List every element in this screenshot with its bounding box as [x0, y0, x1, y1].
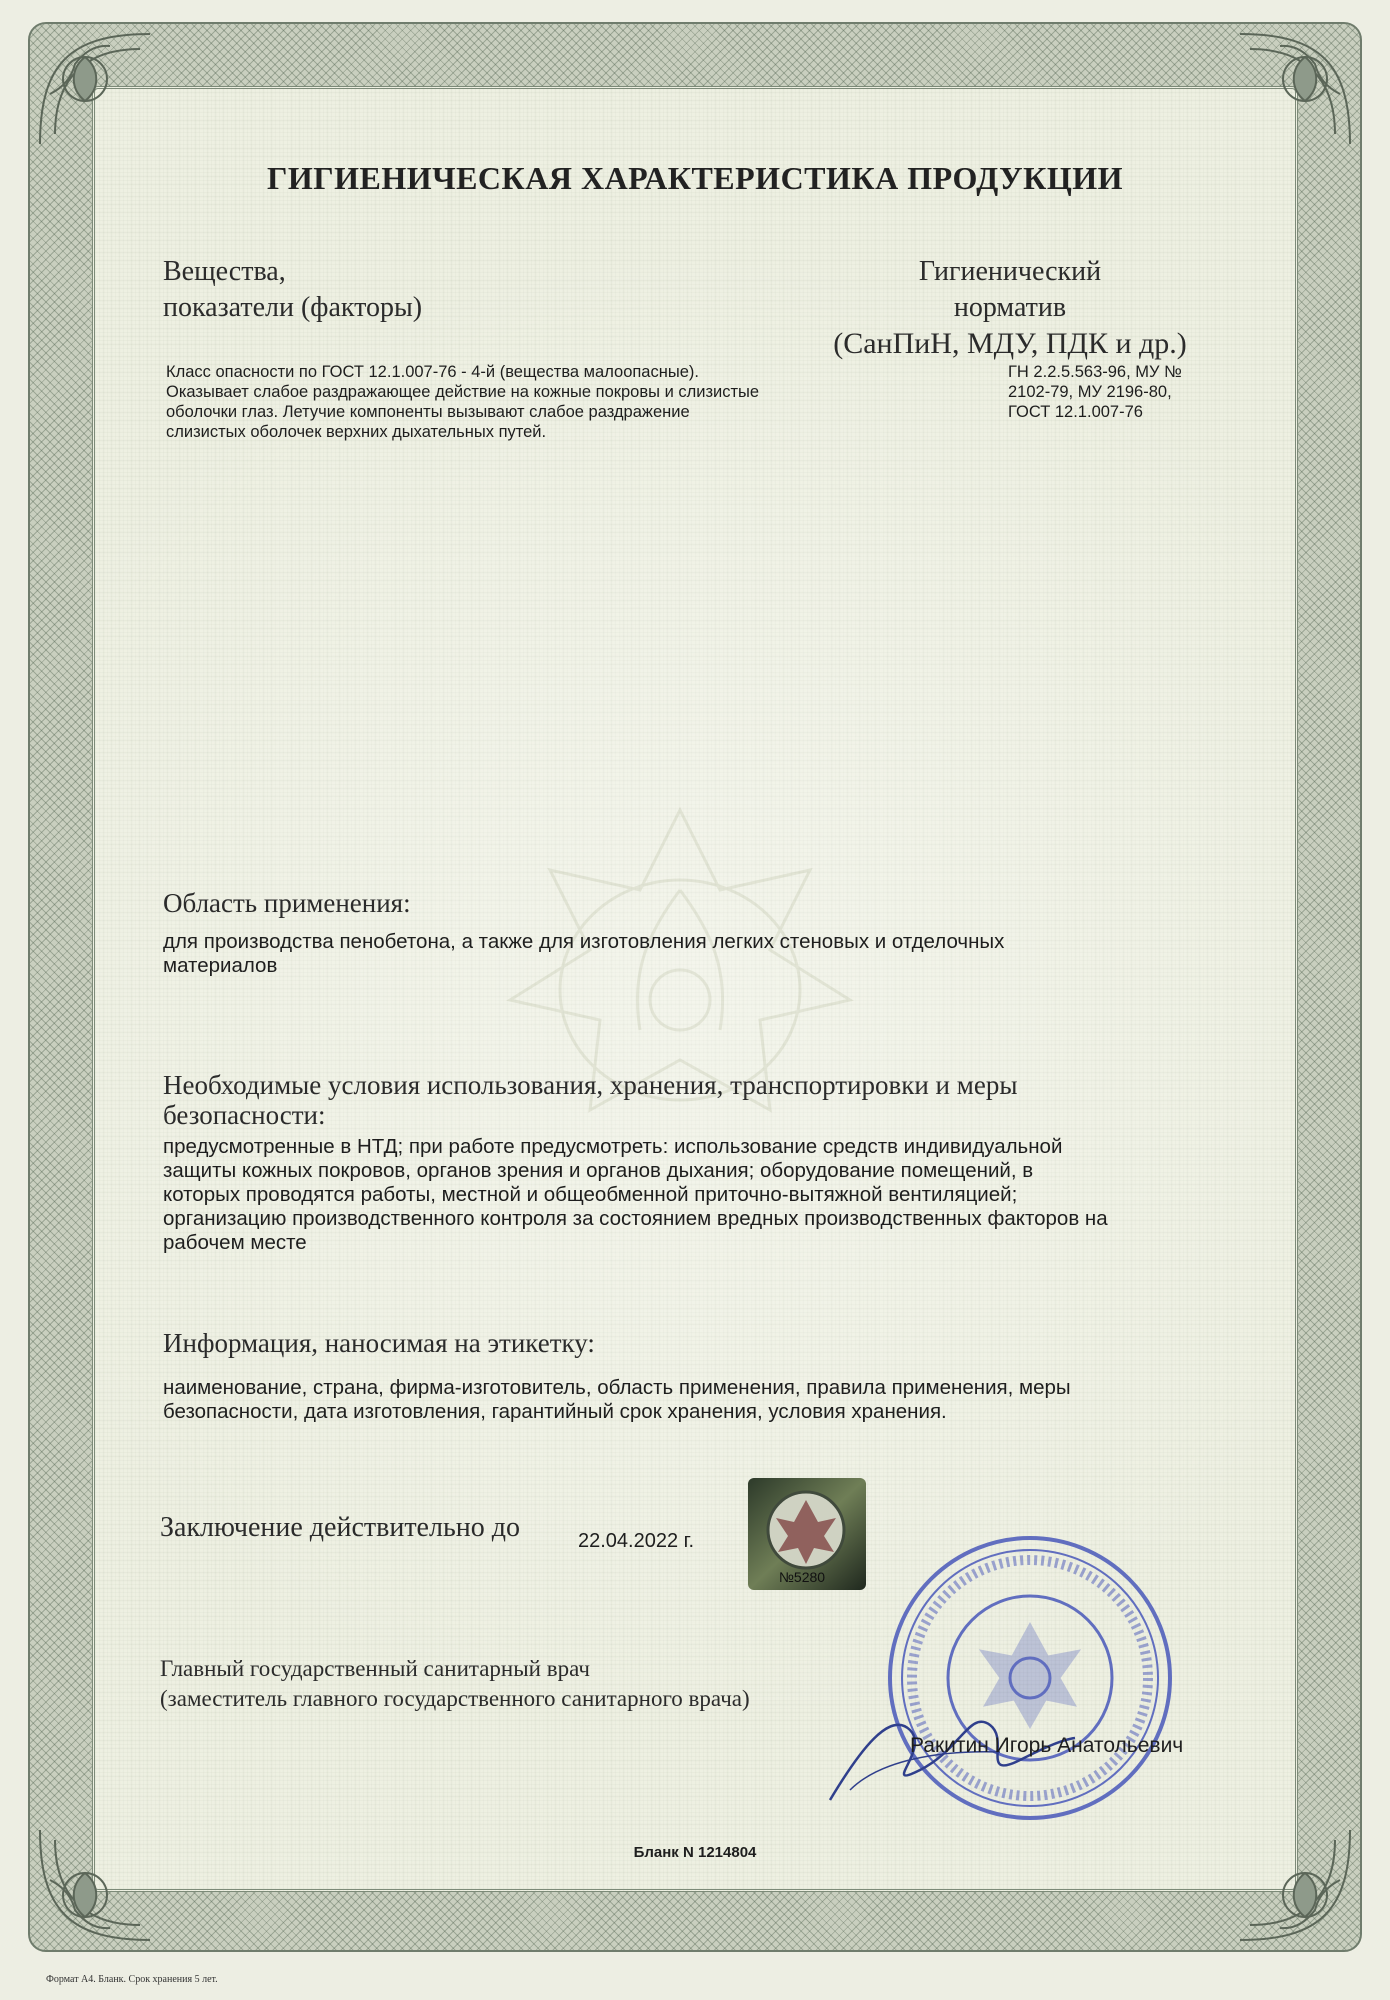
- corner-ornament-icon: [1230, 24, 1360, 154]
- norm-text: ГН 2.2.5.563-96, МУ № 2102-79, МУ 2196-80, ГОСТ 12.1.007-76: [1008, 363, 1182, 421]
- chief-doctor-title: Главный государственный санитарный врач (заместитель главного государственного санитарного врача): [160, 1656, 750, 1711]
- substances-header: Вещества, показатели (факторы): [163, 256, 423, 323]
- blank-number: Бланк N 1214804: [633, 1844, 757, 1861]
- validity-date: 22.04.2022 г.: [578, 1530, 695, 1552]
- conditions-heading: Необходимые условия использования, хранения, транспортировки и меры безопасности:: [163, 1070, 1018, 1130]
- norm-header: Гигиенический норматив (СанПиН, МДУ, ПДК и др.): [833, 256, 1187, 360]
- substances-text: Класс опасности по ГОСТ 12.1.007-76 - 4-й (вещества малоопасные). Оказывает слабое раздражающее действие на кожные покровы и слизистые оболочки глаз. Летучие компоненты вызывают слабое раздражение слизистых оболочек верхних дыхательных путей.: [166, 363, 760, 441]
- hologram-seal-icon: [748, 1478, 866, 1590]
- corner-ornament-icon: [30, 1820, 160, 1950]
- validity-label: Заключение действительно до: [160, 1512, 520, 1543]
- label-info-heading: Информация, наносимая на этикетку:: [163, 1328, 595, 1358]
- signer-name: Ракитин Игорь Анатольевич: [910, 1734, 1184, 1757]
- label-info-text: наименование, страна, фирма-изготовитель, область применения, правила применения, меры безопасности, дата изготовления, гарантийный срок хранения, условия хранения.: [163, 1376, 1071, 1423]
- corner-ornament-icon: [30, 24, 160, 154]
- corner-ornament-icon: [1230, 1820, 1360, 1950]
- hologram-number: №5280: [778, 1569, 826, 1585]
- application-text: для производства пенобетона, а также для изготовления легких стеновых и отделочных материалов: [163, 930, 1005, 977]
- footer-note: Формат А4. Бланк. Срок хранения 5 лет.: [46, 1974, 218, 1985]
- application-heading: Область применения:: [163, 888, 411, 918]
- conditions-text: предусмотренные в НТД; при работе предусмотреть: использование средств индивидуальной защиты кожных покровов, органов зрения и органов дыхания; оборудование помещений, в которых проводятся работы, местной и общеобменной приточно-вытяжной вентиляцией; организацию производственного контроля за состоянием вредных производственных факторов на рабочем месте: [163, 1135, 1108, 1254]
- document-title: ГИГИЕНИЧЕСКАЯ ХАРАКТЕРИСТИКА ПРОДУКЦИИ: [266, 160, 1124, 196]
